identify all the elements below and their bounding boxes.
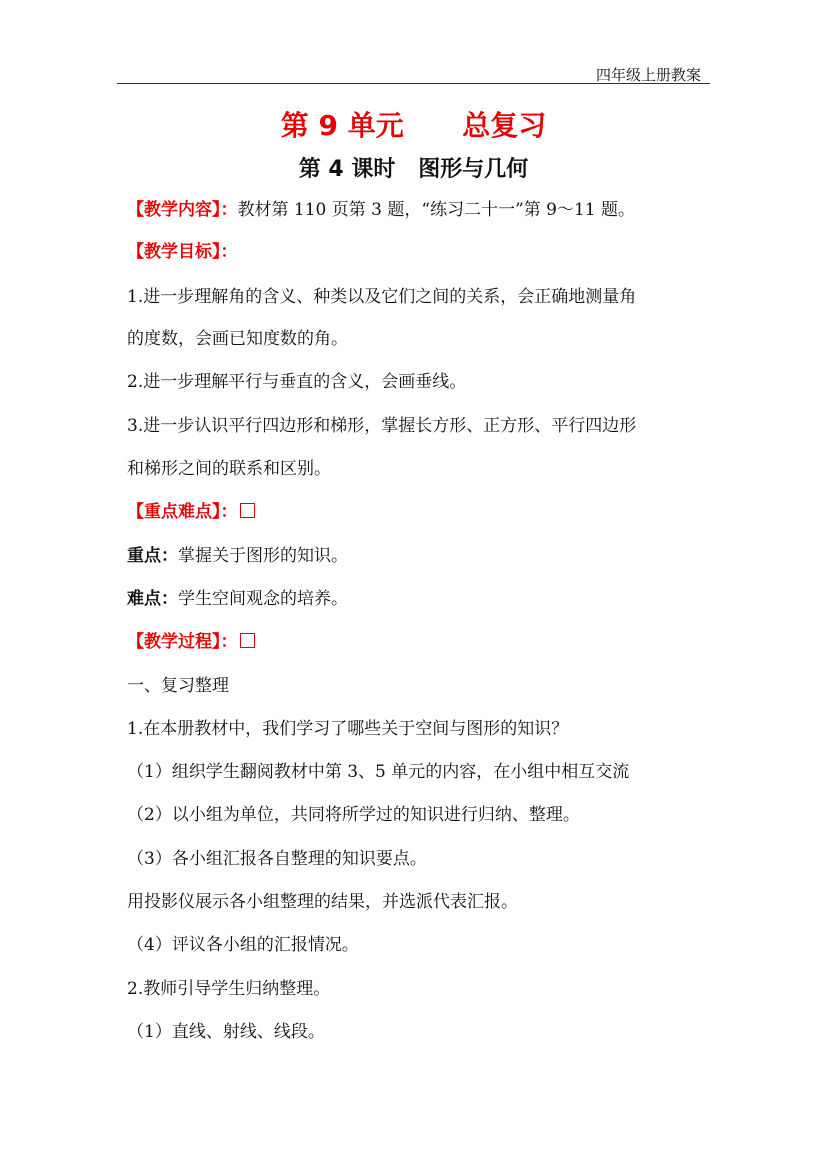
key-point-text: 掌握关于图形的知识。 xyxy=(178,546,348,566)
process-label: 【教学过程】： xyxy=(127,632,238,652)
content-line xyxy=(127,198,635,222)
process-line: （1）组织学生翻阅教材中第 3、5 单元的内容，在小组中相互交流 xyxy=(127,762,630,782)
keypoints-label: 【重点难点】： xyxy=(127,502,238,522)
checkbox-square-icon xyxy=(240,503,255,518)
unit-title: 第 9 单元 总复习 xyxy=(280,109,547,142)
objective-line: 1.进一步理解角的含义、种类以及它们之间的关系，会正确地测量角 xyxy=(127,287,637,307)
difficult-point-label: 难点： xyxy=(127,589,178,609)
objective-line: 2.进一步理解平行与垂直的含义，会画垂线。 xyxy=(127,372,467,392)
content-label: 【教学内容】： xyxy=(127,200,238,220)
objective-line: 的度数，会画已知度数的角。 xyxy=(127,329,348,349)
header-divider xyxy=(117,83,710,84)
objectives-heading xyxy=(127,240,238,264)
objective-line: 和梯形之间的联系和区别。 xyxy=(127,459,331,479)
content-text: 教材第 110 页第 3 题，“练习二十一”第 9～11 题。 xyxy=(237,200,636,220)
lesson-title: 第 4 课时 图形与几何 xyxy=(298,157,529,182)
difficult-point-text: 学生空间观念的培养。 xyxy=(178,589,348,609)
keypoints-heading xyxy=(127,500,255,524)
process-line: （3）各小组汇报各自整理的知识要点。 xyxy=(127,849,427,869)
process-line: （2）以小组为单位，共同将所学过的知识进行归纳、整理。 xyxy=(127,805,580,825)
objective-line: 3.进一步认识平行四边形和梯形，掌握长方形、正方形、平行四边形 xyxy=(127,416,637,436)
process-line: 1.在本册教材中，我们学习了哪些关于空间与图形的知识？ xyxy=(127,719,569,739)
key-point-line xyxy=(127,544,348,568)
checkbox-square-icon xyxy=(240,633,255,648)
process-line: （1）直线、射线、线段。 xyxy=(127,1022,325,1042)
objectives-label: 【教学目标】： xyxy=(127,242,238,262)
process-heading xyxy=(127,630,255,654)
process-line: （4）评议各小组的汇报情况。 xyxy=(127,935,359,955)
difficult-point-line xyxy=(127,587,348,611)
key-point-label: 重点： xyxy=(127,546,178,566)
process-line: 一、复习整理 xyxy=(127,676,229,696)
process-line: 用投影仪展示各小组整理的结果，并选派代表汇报。 xyxy=(127,892,518,912)
process-line: 2.教师引导学生归纳整理。 xyxy=(127,979,331,999)
header-title: 四年级上册教案 xyxy=(595,66,701,84)
